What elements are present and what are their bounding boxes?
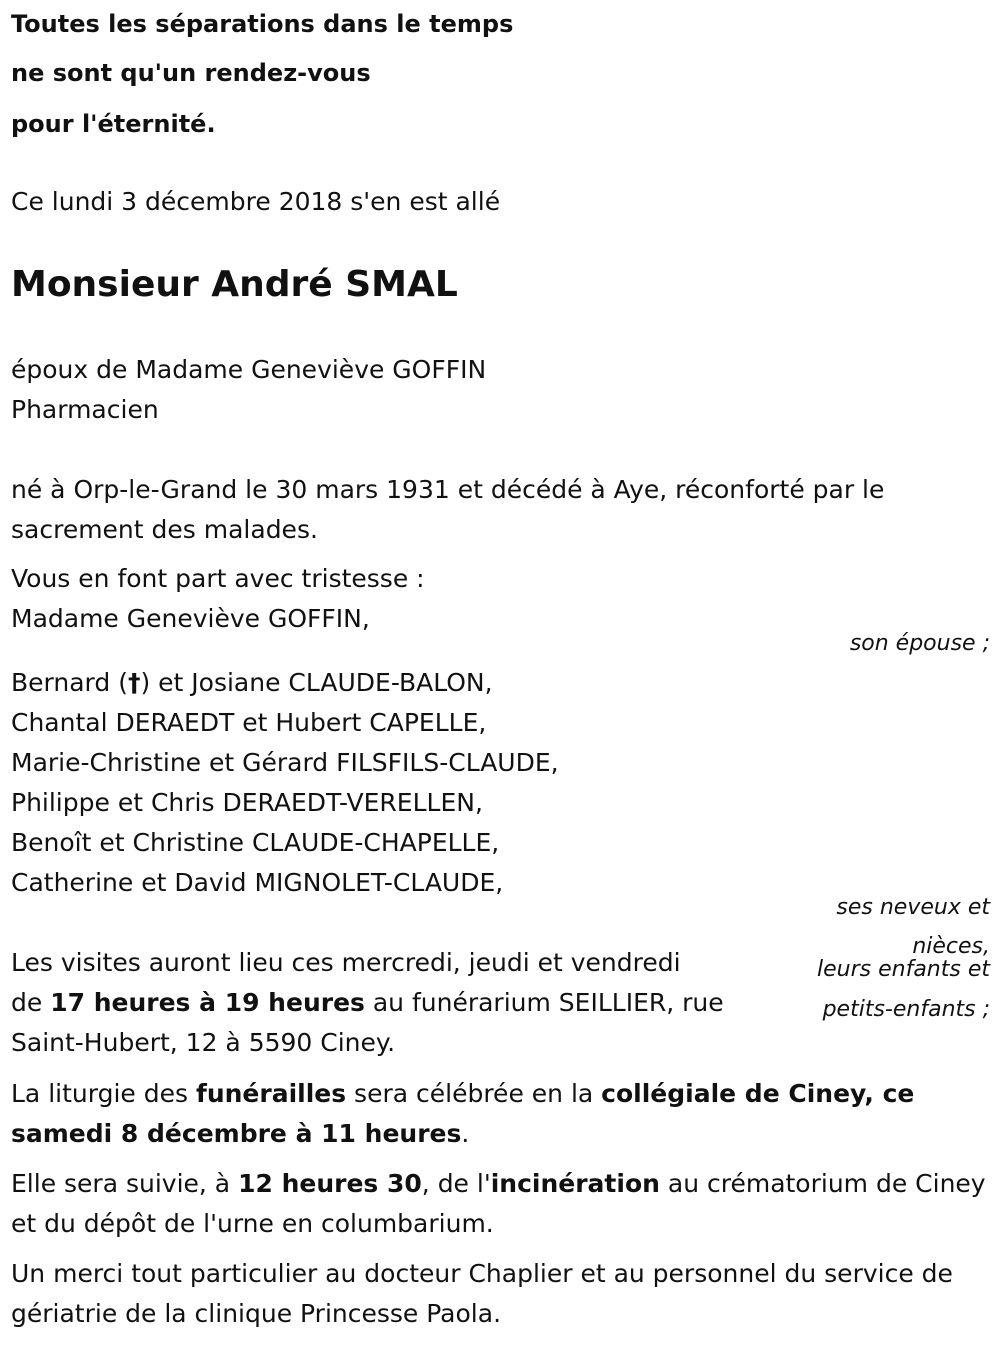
visits-line-3: Saint-Hubert, 12 à 5590 Ciney. bbox=[11, 1028, 396, 1057]
intro-line: Ce lundi 3 décembre 2018 s'en est allé bbox=[11, 187, 501, 216]
thanks-paragraph: Un merci tout particulier au docteur Chaplier et au personnel du service de gériatrie de la clinique Princesse Paola. bbox=[11, 1259, 953, 1328]
family-line-5: Benoît et Christine CLAUDE-CHAPELLE, bbox=[11, 828, 500, 857]
birth-line-1: né à Orp-le-Grand le 30 mars 1931 et décédé à Aye, réconforté par le bbox=[11, 475, 885, 504]
family-line-2: Chantal DERAEDT et Hubert CAPELLE, bbox=[11, 708, 487, 737]
family-role-4: petits-enfants ; bbox=[822, 997, 990, 1022]
profession: Pharmacien bbox=[11, 395, 159, 424]
followup-mid: , de l' bbox=[421, 1169, 491, 1198]
spouse-line: époux de Madame Geneviève GOFFIN bbox=[11, 355, 487, 384]
family-role-1: ses neveux et bbox=[836, 895, 990, 920]
visits-line-2-pre: de bbox=[11, 988, 51, 1017]
visits-hours: 17 heures à 19 heures bbox=[50, 988, 365, 1017]
followup-paragraph bbox=[11, 1164, 986, 1244]
visits-line-1: Les visites auront lieu ces mercredi, jeudi et vendredi bbox=[11, 948, 681, 977]
cross-icon: † bbox=[127, 668, 141, 697]
followup-cremation: incinération bbox=[490, 1169, 660, 1198]
deceased-name: Monsieur André SMAL bbox=[11, 264, 458, 305]
family-line-1 bbox=[11, 668, 493, 697]
family-line-1-pre: Bernard ( bbox=[11, 668, 128, 697]
quote-line-2: ne sont qu'un rendez-vous bbox=[11, 59, 371, 87]
family-line-3: Marie-Christine et Gérard FILSFILS-CLAUDE, bbox=[11, 748, 559, 777]
wife-name: Madame Geneviève GOFFIN, bbox=[11, 604, 370, 633]
quote-line-1: Toutes les séparations dans le temps bbox=[11, 10, 514, 38]
announce-line: Vous en font part avec tristesse : bbox=[11, 564, 425, 593]
quote-line-3: pour l'éternité. bbox=[11, 110, 216, 138]
birth-line-2: sacrement des malades. bbox=[11, 515, 318, 544]
liturgy-paragraph bbox=[11, 1074, 986, 1154]
wife-role: son épouse ; bbox=[849, 631, 990, 656]
family-line-4: Philippe et Chris DERAEDT-VERELLEN, bbox=[11, 788, 483, 817]
liturgy-location-date: collégiale de Ciney, ce samedi 8 décembre à 11 heures bbox=[11, 1079, 915, 1148]
followup-pre: Elle sera suivie, à bbox=[11, 1169, 239, 1198]
family-role-3: leurs enfants et bbox=[817, 957, 990, 982]
liturgy-end: . bbox=[461, 1119, 470, 1148]
family-line-1-post: ) et Josiane CLAUDE-BALON, bbox=[140, 668, 493, 697]
visits-line-2 bbox=[11, 988, 724, 1017]
family-role-2: nièces, bbox=[912, 934, 990, 959]
followup-time: 12 heures 30 bbox=[238, 1169, 422, 1198]
family-line-6: Catherine et David MIGNOLET-CLAUDE, bbox=[11, 868, 504, 897]
visits-line-2-post: au funérarium SEILLIER, rue bbox=[364, 988, 724, 1017]
liturgy-mid: sera célébrée en la bbox=[346, 1079, 602, 1108]
liturgy-funerals: funérailles bbox=[195, 1079, 347, 1108]
followup-post: au crématorium de Ciney et du dépôt de l'urne en columbarium. bbox=[11, 1169, 986, 1238]
liturgy-pre: La liturgie des bbox=[11, 1079, 196, 1108]
